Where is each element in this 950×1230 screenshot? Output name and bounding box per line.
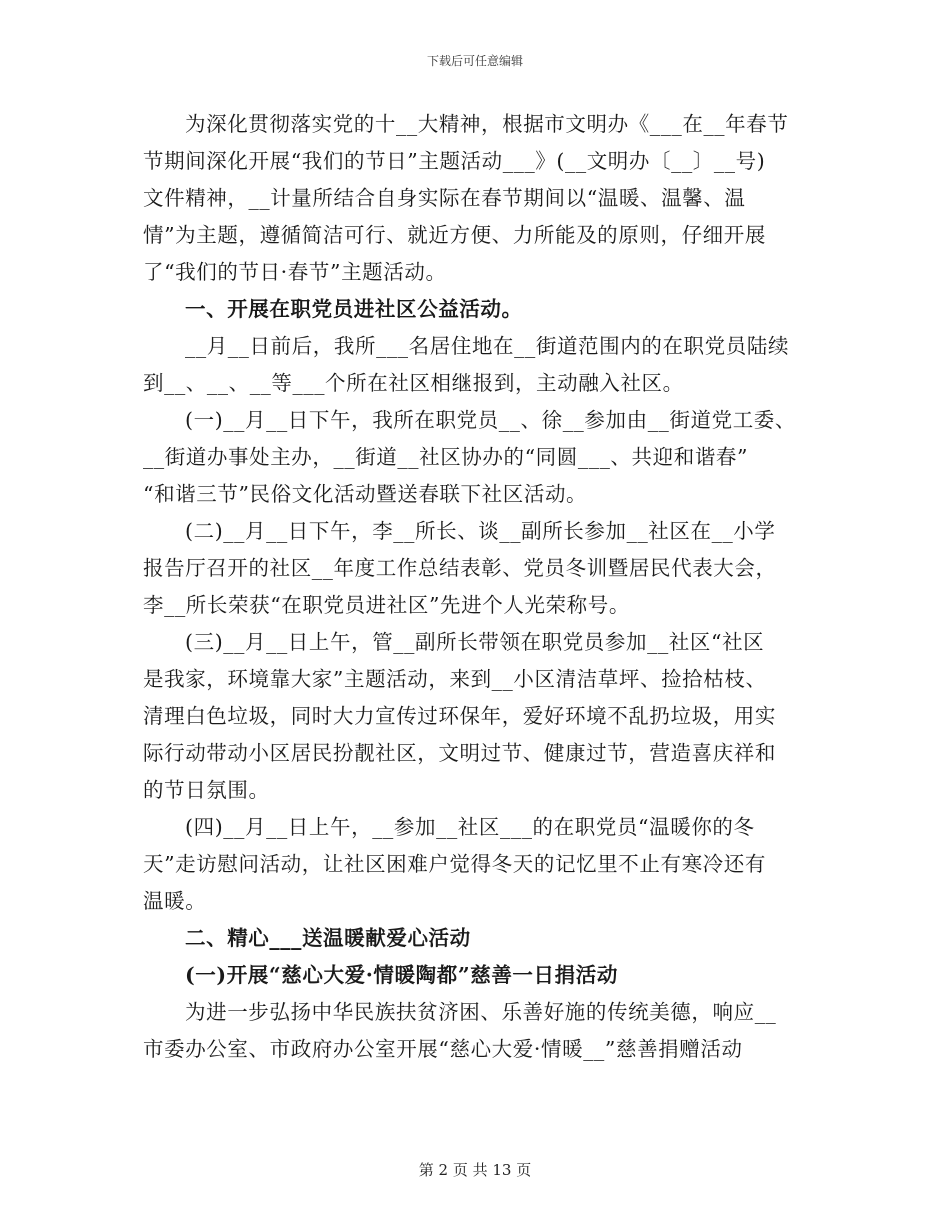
paragraph-line: 为进一步弘扬中华民族扶贫济困、乐善好施的传统美德，响应__ [185, 1000, 777, 1024]
paragraph-line: __月__日前后，我所___名居住地在__街道范围内的在职党员陆续 [185, 334, 790, 358]
paragraph-line: 的节日氛围。 [143, 778, 270, 802]
section-heading: 二、精心___送温暖献爱心活动 [185, 926, 471, 950]
paragraph-line: 报告厅召开的社区__年度工作总结表彰、党员冬训暨居民代表大会， [143, 556, 777, 580]
paragraph-line: 到__、__、__等___个所在社区相继报到，主动融入社区。 [143, 371, 684, 395]
paragraph-line: (二)__月__日下午，李__所长、谈__副所长参加__社区在__小学 [185, 519, 776, 543]
paragraph-line: “和谐三节”民俗文化活动暨送春联下社区活动。 [143, 482, 588, 506]
paragraph-line: 了“我们的节日·春节”主题活动。 [143, 260, 447, 284]
page-footer: 第 2 页 共 13 页 [418, 1161, 532, 1179]
paragraph-line: 清理白色垃圾，同时大力宣传过环保年，爱好环境不乱扔垃圾，用实 [143, 704, 776, 728]
paragraph-line: 文件精神，__计量所结合自身实际在春节期间以“温暖、温馨、温 [143, 186, 746, 210]
page-header: 下载后可任意编辑 [426, 54, 523, 68]
document-body [143, 106, 808, 1068]
paragraph-line: 节期间深化开展“我们的节日”主题活动___》(__文明办〔__〕__号) [143, 149, 766, 173]
paragraph-line: (三)__月__日上午，管__副所长带领在职党员参加__社区“社区 [185, 630, 765, 654]
section-heading: 一、开展在职党员进社区公益活动。 [185, 297, 523, 321]
paragraph-line: 李__所长荣获“在职党员进社区”先进个人光荣称号。 [143, 593, 630, 617]
paragraph-line: 际行动带动小区居民扮靓社区，文明过节、健康过节，营造喜庆祥和 [143, 741, 776, 765]
subsection-heading: (一)开展“慈心大爱·情暖陶都”慈善一日捐活动 [185, 963, 618, 987]
paragraph-line: 为深化贯彻落实党的十__大精神，根据市文明办《___在__年春节 [185, 112, 789, 136]
paragraph-line: (一)__月__日下午，我所在职党员__、徐__参加由__街道党工委、 [185, 408, 796, 432]
paragraph-line: __街道办事处主办，__街道__社区协办的“同圆___、共迎和谐春” [143, 445, 749, 469]
paragraph-line: (四)__月__日上午，__参加__社区___的在职党员“温暖你的冬 [185, 815, 755, 839]
paragraph-line: 情”为主题，遵循简洁可行、就近方便、力所能及的原则，仔细开展 [143, 223, 766, 247]
paragraph-line: 天”走访慰问活动，让社区困难户觉得冬天的记忆里不止有寒冷还有 [143, 852, 766, 876]
paragraph-line: 市委办公室、市政府办公室开展“慈心大爱·情暖__”慈善捐赠活动 [143, 1037, 743, 1061]
paragraph-line: 是我家，环境靠大家”主题活动，来到__小区清洁草坪、捡拾枯枝、 [143, 667, 767, 691]
paragraph-line: 温暖。 [143, 889, 207, 913]
